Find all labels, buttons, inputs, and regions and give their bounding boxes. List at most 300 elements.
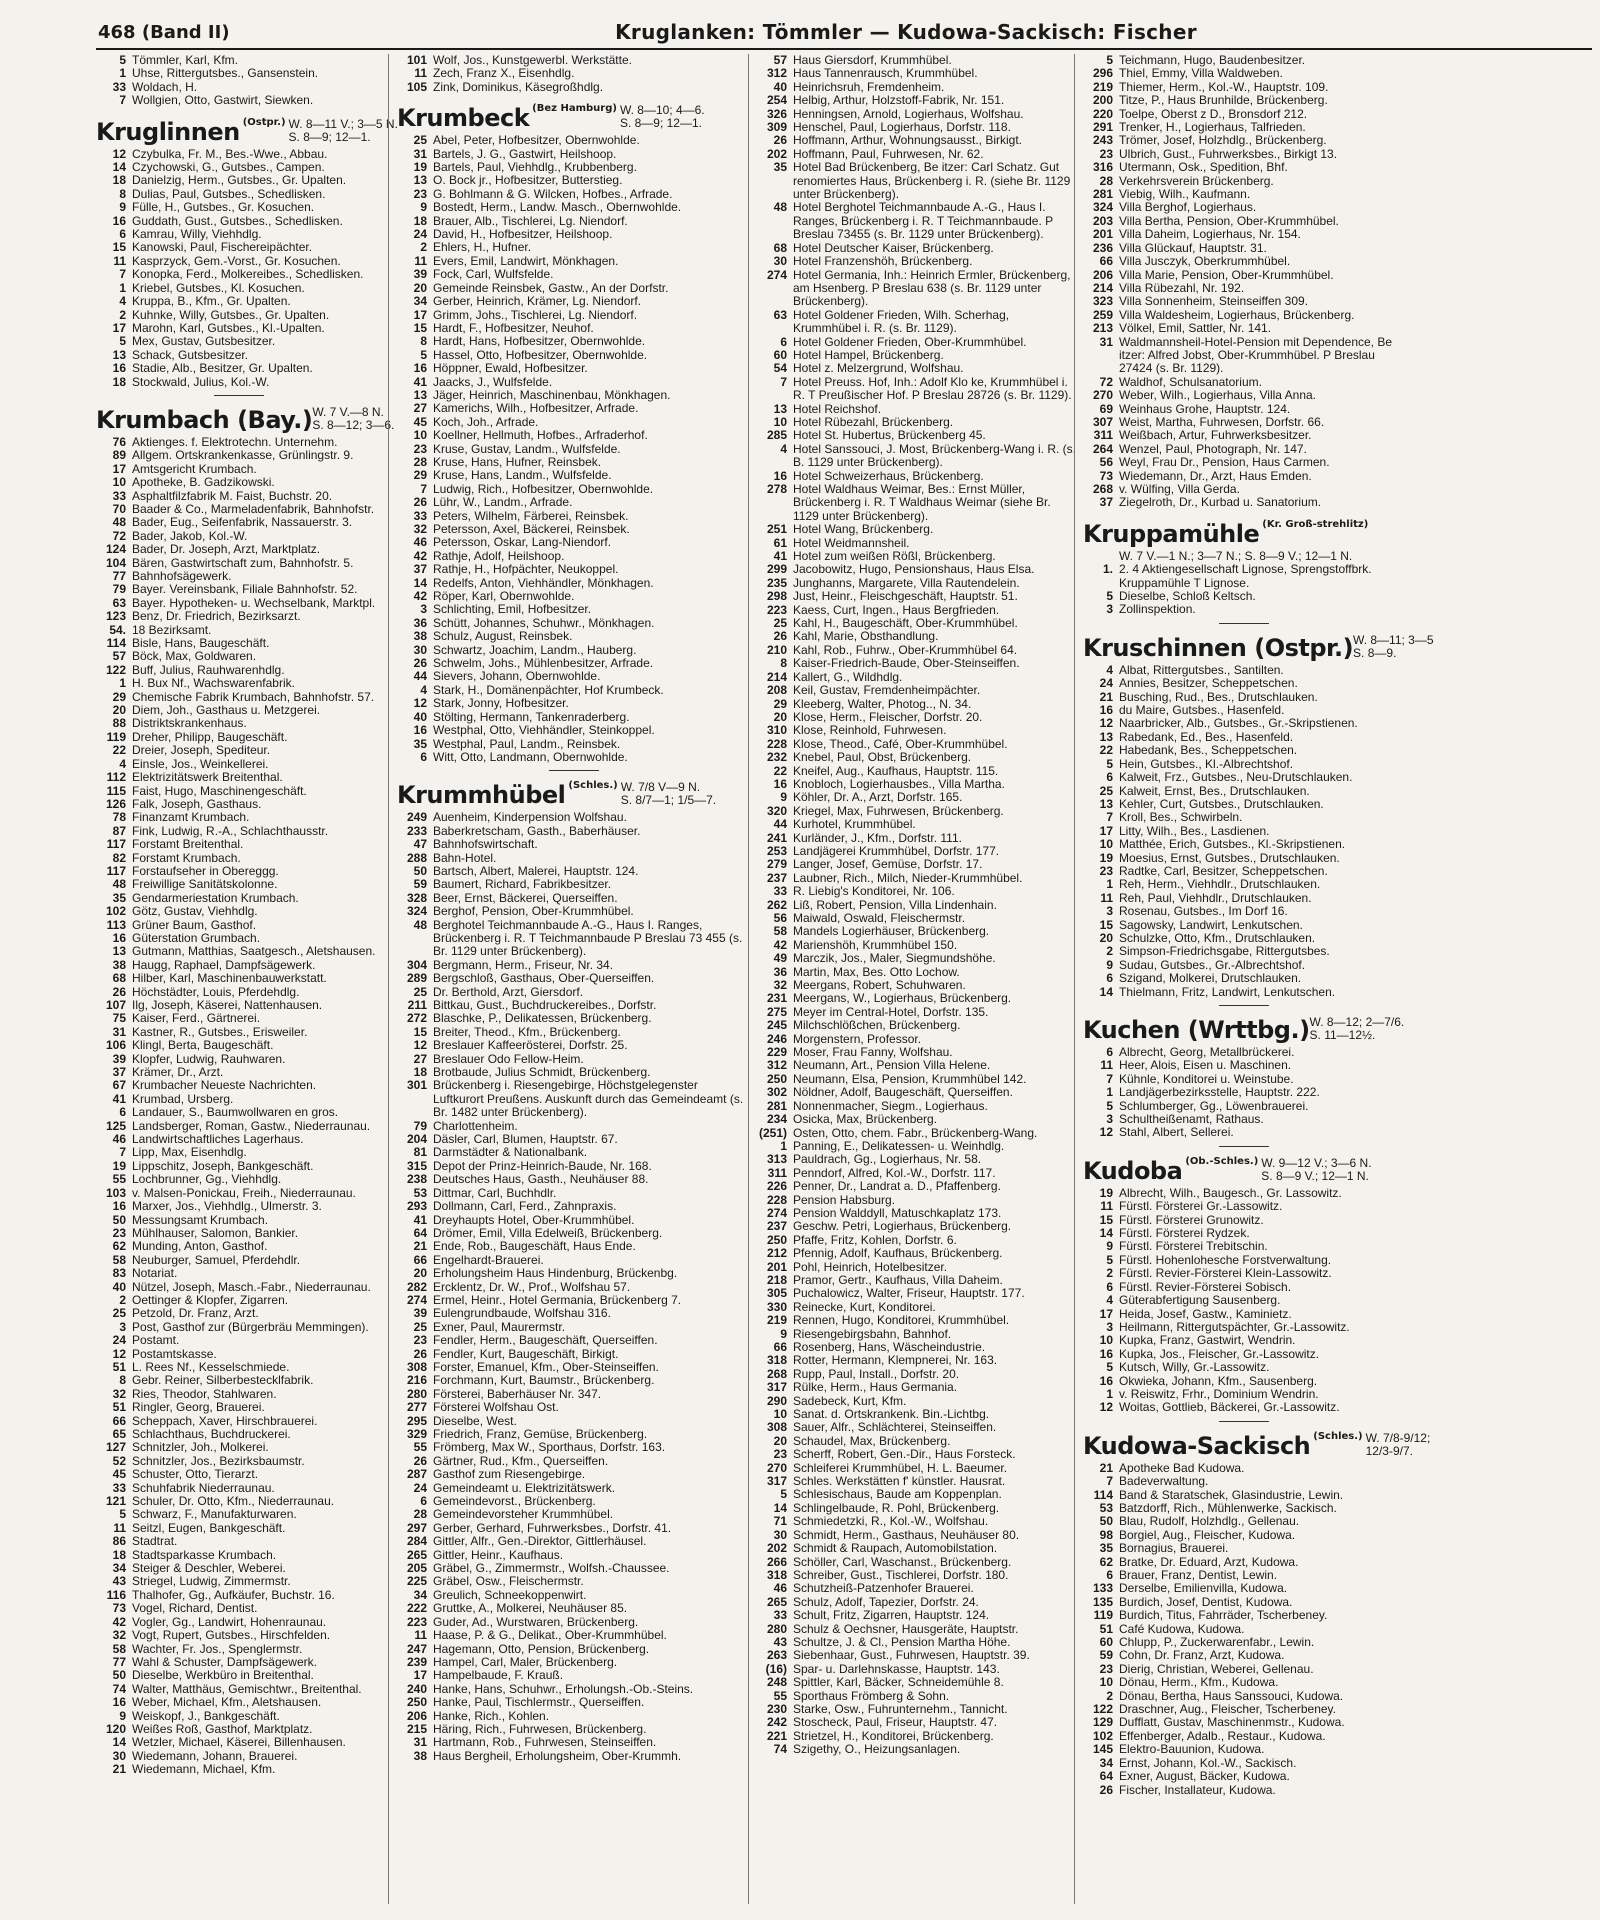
directory-entry	[397, 309, 751, 322]
directory-entry	[757, 416, 1077, 429]
entry-number: 295	[406, 1413, 427, 1428]
directory-entry	[757, 872, 1077, 885]
directory-entry	[96, 1710, 382, 1723]
directory-entry	[96, 503, 382, 516]
directory-entry	[1083, 744, 1405, 757]
directory-entry	[757, 1676, 1077, 1689]
entry-number: 72	[112, 528, 126, 543]
entry-number: 65	[112, 1427, 126, 1441]
entry-number: 12	[112, 146, 126, 161]
entry-text: Bayer. Hypotheken- u. Wechselbank, Marktpl.	[132, 595, 376, 610]
directory-entry	[757, 54, 1077, 67]
entry-number: 69	[1099, 401, 1113, 416]
entry-text: Kalweit, Frz., Gutsbes., Neu-Drutschlauken.	[1119, 770, 1353, 785]
directory-entry	[1083, 590, 1405, 603]
directory-entry	[1083, 1716, 1405, 1729]
town-name: Kruschinnen (Ostpr.)	[1083, 633, 1354, 662]
entry-number: 230	[766, 1701, 787, 1716]
entry-text: Höppner, Ewald, Hofbesitzer.	[433, 361, 588, 376]
entry-number: 43	[773, 1634, 787, 1649]
entry-number: 290	[766, 1393, 787, 1408]
entry-text: Schult, Fritz, Zigarren, Hauptstr. 124.	[793, 1608, 990, 1623]
entry-text: Kamerichs, Wilh., Hofbesitzer, Arfrade.	[433, 401, 639, 416]
town-heading	[397, 104, 751, 132]
entry-number: 31	[112, 1024, 126, 1039]
entry-text: Klose, Theod., Café, Ober-Krummhübel.	[793, 736, 1008, 751]
town-name: Kuchen (Wrttbg.)	[1083, 1016, 1310, 1044]
entry-number: 4	[1106, 662, 1113, 677]
entry-text: Hotel Franzenshöh, Brückenberg.	[793, 254, 973, 269]
directory-entry	[1083, 785, 1405, 798]
entry-text: Pension Habsburg.	[793, 1192, 896, 1207]
entry-text: Grimm, Johs., Tischlerei, Lg. Niendorf.	[433, 307, 638, 322]
section-divider	[1219, 1005, 1269, 1006]
entry-number: 6	[1106, 971, 1113, 986]
entry-text: Albrecht, Georg, Metallbrückerei.	[1119, 1045, 1295, 1059]
entry-number: 13	[413, 387, 427, 402]
page-header	[96, 18, 1592, 50]
directory-entry	[397, 1495, 751, 1508]
directory-entry	[397, 1388, 751, 1401]
directory-entry	[757, 1314, 1077, 1327]
entry-text: Café Kudowa, Kudowa.	[1119, 1621, 1245, 1636]
directory-entry	[1083, 108, 1405, 121]
entry-text: Hilber, Karl, Maschinenbauwerkstatt.	[132, 971, 327, 986]
directory-entry	[1083, 309, 1405, 322]
entry-number: 246	[766, 1031, 787, 1046]
entry-text: R. Liebig's Konditorei, Nr. 106.	[793, 884, 955, 899]
entry-text: Stockwald, Julius, Kol.-W.	[132, 374, 270, 389]
entry-number: 114	[1093, 1487, 1113, 1502]
entry-number: 34	[413, 1587, 427, 1602]
entry-text: Uhse, Rittergutsbes., Gansenstein.	[132, 66, 319, 81]
entry-text: Pohl, Heinrich, Hotelbesitzer.	[793, 1259, 948, 1274]
entry-text: Kroll, Bes., Schwirbeln.	[1119, 810, 1243, 825]
entry-text: Nonnenmacher, Siegm., Logierhaus.	[793, 1098, 988, 1113]
entry-text: 18 Bezirksamt.	[132, 622, 212, 637]
directory-entry	[96, 1455, 382, 1468]
entry-number: 1	[119, 280, 126, 295]
directory-entry	[96, 1200, 382, 1213]
directory-entry	[96, 852, 382, 865]
entry-number: 8	[420, 334, 427, 349]
entry-number: 33	[112, 79, 126, 94]
entry-text: Thiel, Emmy, Villa Waldweben.	[1119, 66, 1283, 81]
entry-number: 56	[773, 911, 787, 925]
directory-entry	[757, 885, 1077, 898]
entry-number: 60	[1099, 1635, 1113, 1650]
entry-text: Darmstädter & Nationalbank.	[433, 1145, 588, 1160]
town-heading	[1083, 1430, 1431, 1460]
entry-text: Bratke, Dr. Eduard, Arzt, Kudowa.	[1119, 1554, 1299, 1569]
entry-number: 219	[1092, 79, 1113, 94]
directory-entry	[96, 838, 382, 851]
directory-entry	[1083, 456, 1405, 469]
directory-entry	[1083, 1569, 1405, 1582]
entry-number: 14	[112, 1735, 126, 1750]
entry-text: Gruttke, A., Molkerei, Neuhäuser 85.	[433, 1601, 628, 1616]
entry-number: 36	[413, 615, 427, 630]
directory-entry	[757, 1488, 1077, 1501]
directory-entry	[757, 134, 1077, 147]
entry-number: 9	[119, 1708, 126, 1723]
entry-number: 2	[1106, 1688, 1113, 1703]
directory-entry	[96, 610, 382, 623]
directory-entry	[1083, 1596, 1405, 1609]
directory-entry	[757, 1743, 1077, 1756]
entry-number: 330	[766, 1299, 787, 1314]
entry-text: Villa Sonnenheim, Steinseiffen 309.	[1119, 294, 1309, 309]
directory-entry	[96, 1723, 382, 1736]
entry-text: Weinhaus Grohe, Hauptstr. 124.	[1119, 401, 1291, 416]
entry-text: Rathje, H., Hofpächter, Neukoppel.	[433, 562, 619, 577]
entry-text: Meergans, W., Logierhaus, Brückenberg.	[793, 991, 1012, 1006]
directory-entry	[96, 1321, 382, 1334]
entry-number: 225	[406, 1574, 427, 1589]
entry-text: Waldmannsheil-Hotel-Pension mit Dependence, Be itzer: Alfred Jobst, Ober-Krummhübel. P Breslau 27424 (s. Br. 1129).	[1119, 334, 1393, 376]
directory-entry	[1083, 563, 1405, 576]
town-hours: W. 7/8 V—9 N. S. 8/7—1; 1/5—7.	[620, 780, 717, 808]
entry-number: 15	[1099, 1212, 1113, 1227]
entry-text: Derselbe, Emilienvilla, Kudowa.	[1119, 1581, 1288, 1596]
entry-text: Wachter, Fr. Jos., Spenglermstr.	[132, 1641, 303, 1656]
directory-entry	[757, 684, 1077, 697]
entry-number: 18	[413, 1065, 427, 1080]
entry-number: 20	[1099, 930, 1113, 945]
entry-number: 5	[119, 334, 126, 349]
entry-number: 12	[1099, 716, 1113, 731]
entry-number: 202	[766, 146, 787, 161]
directory-entry	[96, 1656, 382, 1669]
entry-text: Schuster, Otto, Tierarzt.	[132, 1467, 259, 1482]
entry-number: 19	[112, 1158, 126, 1173]
directory-entry	[757, 925, 1077, 938]
directory-entry	[397, 335, 751, 348]
entry-text: Hein, Gutsbes., Kl.-Albrechtshof.	[1119, 756, 1294, 771]
entry-number: 17	[413, 1668, 427, 1683]
entry-text: Aktienges. f. Elektrotechn. Unternehm.	[132, 434, 338, 449]
directory-entry	[397, 1173, 751, 1186]
entry-text: Völkel, Emil, Sattler, Nr. 141.	[1119, 321, 1272, 336]
directory-entry	[397, 1696, 751, 1709]
directory-entry	[757, 1140, 1077, 1153]
entry-text: Dieselbe, Werkbüro in Breitenthal.	[132, 1668, 314, 1683]
entry-text: Morgenstern, Professor.	[793, 1031, 922, 1046]
directory-entry	[757, 1435, 1077, 1448]
directory-entry	[1083, 1636, 1405, 1649]
directory-entry	[1083, 664, 1405, 677]
entry-text: Petersson, Oskar, Lang-Niendorf.	[433, 535, 612, 550]
entry-number: 203	[1092, 213, 1113, 228]
directory-entry	[1083, 201, 1405, 214]
entry-text: Hanke, Paul, Tischlermstr., Querseiffen.	[433, 1695, 645, 1710]
entry-number: 26	[773, 629, 787, 644]
entry-text: Vogel, Richard, Dentist.	[132, 1601, 258, 1616]
directory-entry	[96, 1173, 382, 1186]
directory-entry	[96, 81, 382, 94]
entry-text: Haus Tannenrausch, Krummhübel.	[793, 66, 978, 81]
page-number-volume: 468 (Band II)	[98, 22, 230, 43]
entry-text: Schreiber, Gust., Tischlerei, Dorfstr. 180.	[793, 1567, 1009, 1582]
directory-entry	[96, 1441, 382, 1454]
entry-number: 298	[766, 589, 787, 604]
entry-number: 21	[413, 1239, 427, 1254]
directory-entry	[96, 1254, 382, 1267]
directory-entry	[397, 1575, 751, 1588]
town-hours: W. 8—10; 4—6. S. 8—9; 12—1.	[619, 103, 705, 131]
directory-entry	[397, 1227, 751, 1240]
entry-number: 122	[1092, 1702, 1113, 1717]
entry-number: 9	[1106, 957, 1113, 972]
entry-text: Meergans, Robert, Schuhwaren.	[793, 978, 966, 993]
entry-text: Guder, Ad., Wurstwaren, Brückenberg.	[433, 1614, 639, 1629]
entry-number: (16)	[765, 1661, 787, 1676]
directory-entry	[397, 1723, 751, 1736]
directory-entry	[757, 644, 1077, 657]
entry-number: 329	[406, 1427, 427, 1441]
directory-entry	[397, 617, 751, 630]
entry-number: 102	[105, 904, 126, 919]
directory-entry	[96, 335, 382, 348]
directory-entry	[96, 1374, 382, 1387]
entry-number: 38	[112, 957, 126, 972]
directory-entry	[757, 121, 1077, 134]
entry-text: Villa Waldesheim, Logierhaus, Brückenberg.	[1119, 307, 1355, 322]
entry-text: Trömer, Josef, Holzhdlg., Brückenberg.	[1119, 133, 1327, 148]
directory-entry	[757, 349, 1077, 362]
entry-number: 216	[406, 1373, 427, 1388]
entry-number: 281	[1092, 187, 1113, 202]
entry-text: Gittler, Heinr., Kaufhaus.	[433, 1547, 564, 1562]
directory-entry	[397, 362, 751, 375]
directory-entry	[1083, 865, 1405, 878]
entry-number: 277	[406, 1400, 427, 1415]
entry-text: Gittler, Alfr., Gen.-Direktor, Gittlerhäusel.	[433, 1534, 647, 1549]
entry-text: Kanowski, Paul, Fischereipächter.	[132, 240, 313, 255]
entry-number: 5	[1106, 589, 1113, 604]
entry-number: 66	[413, 1252, 427, 1267]
entry-number: 44	[773, 817, 787, 832]
directory-entry	[96, 1120, 382, 1133]
entry-number: 213	[1092, 321, 1113, 336]
entry-text: Charlottenheim.	[433, 1118, 518, 1133]
entry-number: 222	[406, 1601, 427, 1616]
entry-number: 6	[780, 334, 787, 349]
directory-entry	[397, 255, 751, 268]
entry-text: Villa Bertha, Pension, Ober-Krummhübel.	[1119, 213, 1339, 228]
entry-number: 66	[112, 1413, 126, 1428]
entry-number: 305	[766, 1286, 787, 1301]
entry-number: 249	[406, 810, 427, 825]
entry-number: 34	[413, 294, 427, 309]
directory-entry	[96, 1575, 382, 1588]
entry-number: 115	[106, 783, 126, 798]
entry-text: Kalweit, Ernst, Bes., Drutschlauken.	[1119, 783, 1310, 798]
entry-text: Gärtner, Rud., Kfm., Querseiffen.	[433, 1453, 609, 1468]
directory-entry	[1083, 1462, 1405, 1475]
directory-entry	[397, 483, 751, 496]
entry-text: Danielzig, Herm., Gutsbes., Gr. Upalten.	[132, 173, 347, 188]
entry-number: 317	[766, 1380, 787, 1395]
directory-entry	[1083, 1502, 1405, 1515]
directory-entry	[397, 1562, 751, 1575]
directory-entry	[757, 1059, 1077, 1072]
entry-number: 52	[112, 1453, 126, 1468]
directory-entry	[397, 1307, 751, 1320]
directory-entry	[1083, 134, 1405, 147]
entry-text: Redelfs, Anton, Viehhändler, Mönkhagen.	[433, 575, 654, 590]
entry-text: Villa Daheim, Logierhaus, Nr. 154.	[1119, 227, 1301, 242]
directory-entry	[397, 1683, 751, 1696]
entry-number: 49	[773, 951, 787, 966]
entry-number: 250	[406, 1695, 427, 1710]
entry-number: 59	[1099, 1648, 1113, 1663]
directory-entry	[96, 1066, 382, 1079]
entry-text: Sagowsky, Landwirt, Lenkutschen.	[1119, 917, 1303, 932]
entry-number: 15	[112, 240, 126, 255]
directory-entry	[397, 228, 751, 241]
directory-entry	[96, 1562, 382, 1575]
entry-text: Dönau, Herm., Kfm., Kudowa.	[1119, 1675, 1279, 1690]
entry-text: Postamt.	[132, 1333, 180, 1348]
entry-text: Schulz & Oechsner, Hausgeräte, Hauptstr.	[793, 1621, 1019, 1636]
entry-text: Fink, Ludwig, R.-A., Schlachthausstr.	[132, 823, 329, 838]
entry-text: Zollinspektion.	[1119, 602, 1196, 617]
entry-number: 318	[766, 1567, 787, 1582]
entry-text: Schlingelbaude, R. Pohl, Brückenberg.	[793, 1500, 1000, 1515]
entry-text: Deutsches Haus, Gasth., Neuhäuser 88.	[433, 1172, 649, 1187]
entry-number: 248	[766, 1675, 787, 1690]
entry-text: Schultze, J. & Cl., Pension Martha Höhe.	[793, 1634, 1011, 1649]
directory-entry	[397, 811, 751, 824]
directory-entry	[757, 309, 1077, 336]
directory-entry	[96, 530, 382, 543]
entry-text: Woitas, Gottlieb, Bäckerei, Gr.-Lassowitz.	[1119, 1400, 1340, 1415]
entry-number: 9	[780, 1326, 787, 1341]
entry-number: 37	[413, 562, 427, 577]
entry-number: 17	[112, 320, 126, 335]
entry-number: 4	[1106, 1293, 1113, 1308]
directory-entry	[1083, 878, 1405, 891]
entry-number: 7	[780, 374, 787, 389]
entry-text: Kahl, Rob., Fuhrw., Ober-Krummhübel 64.	[793, 642, 1018, 657]
entry-number: 311	[1093, 428, 1113, 443]
entry-text: Marxer, Jos., Viehhdlg., Ulmerstr. 3.	[132, 1199, 322, 1214]
entry-number: 24	[1099, 676, 1113, 691]
directory-entry	[1083, 1187, 1405, 1200]
entry-text: Schulzke, Otto, Kfm., Drutschlauken.	[1119, 930, 1316, 945]
directory-entry	[96, 1361, 382, 1374]
entry-number: 79	[112, 582, 126, 597]
directory-entry	[757, 523, 1077, 536]
entry-number: 126	[105, 796, 126, 811]
entry-text: Hampel, Carl, Maler, Brückenberg.	[433, 1654, 618, 1669]
entry-number: 24	[413, 1480, 427, 1495]
entry-text: Schmidt, Herm., Gasthaus, Neuhäuser 80.	[793, 1527, 1020, 1542]
entry-text: Bergschloß, Gasthaus, Ober-Querseiffen.	[433, 971, 655, 986]
directory-entry	[96, 785, 382, 798]
entry-number: 129	[1092, 1715, 1113, 1730]
directory-entry	[96, 892, 382, 905]
directory-entry	[757, 858, 1077, 871]
entry-number: 238	[406, 1172, 427, 1187]
entry-text: Hotel Rübezahl, Brückenberg.	[793, 414, 954, 429]
entry-text: Hotel Bad Brückenberg, Be itzer: Carl Schatz. Gut renomiertes Haus, Brückenberg i. R. (siehe Br. 1129 unter Brückenberg).	[793, 160, 1071, 202]
directory-entry	[96, 811, 382, 824]
entry-number: 210	[766, 642, 787, 657]
entry-text: Fock, Carl, Wulfsfelde.	[433, 267, 554, 282]
entry-text: Schack, Gutsbesitzer.	[132, 347, 249, 362]
entry-number: 45	[413, 414, 427, 429]
entry-number: 10	[112, 475, 126, 490]
entry-text: Ercklentz, Dr. W., Prof., Wolfshau 57.	[433, 1279, 631, 1294]
entry-text: Fürstl. Revier-Försterei Sobisch.	[1119, 1279, 1292, 1294]
directory-entry	[1083, 255, 1405, 268]
directory-entry	[757, 791, 1077, 804]
directory-entry	[757, 992, 1077, 1005]
directory-entry	[1083, 67, 1405, 80]
entry-number: 9	[1106, 1239, 1113, 1254]
entry-text: Forstaufseher in Obereggg.	[132, 863, 279, 878]
entry-text: Haus Giersdorf, Krummhübel.	[793, 53, 952, 67]
entry-text: Köhler, Dr. A., Arzt, Dorfstr. 165.	[793, 790, 963, 805]
entry-number: 13	[773, 401, 787, 416]
entry-text: du Maire, Gutsbes., Hasenfeld.	[1119, 703, 1285, 718]
entry-text: Schwartz, Joachim, Landm., Hauberg.	[433, 642, 637, 657]
directory-entry	[757, 1395, 1077, 1408]
entry-text: Walter, Matthäus, Gemischtwr., Breitenthal.	[132, 1681, 362, 1696]
entry-text: Kneifel, Aug., Kaufhaus, Hauptstr. 115.	[793, 763, 999, 778]
entry-text: Kasprzyck, Gem.-Vorst., Gr. Kosuchen.	[132, 253, 341, 268]
entry-text: Weißes Roß, Gasthof, Marktplatz.	[132, 1721, 313, 1736]
entry-number: 205	[406, 1561, 427, 1576]
entry-number: 215	[406, 1721, 427, 1736]
entry-number: 274	[766, 1205, 787, 1220]
directory-entry	[397, 201, 751, 214]
entry-text: Asphaltfilzfabrik M. Faist, Buchstr. 20.	[132, 488, 333, 503]
directory-entry	[96, 174, 382, 187]
directory-entry	[397, 657, 751, 670]
entry-number: 223	[766, 602, 787, 617]
entry-number: 30	[773, 1527, 787, 1542]
entry-number: 214	[1092, 280, 1113, 295]
entry-number: 206	[406, 1708, 427, 1723]
directory-entry	[1083, 1321, 1405, 1334]
entry-text: Villa Jusczyk, Oberkrummhübel.	[1119, 254, 1291, 269]
entry-number: 40	[112, 1279, 126, 1294]
entry-text: Notariat.	[132, 1266, 178, 1281]
entry-text: Badeverwaltung.	[1119, 1474, 1209, 1489]
entry-number: 82	[112, 850, 126, 865]
entry-number: 24	[112, 1333, 126, 1348]
entry-text: Rennen, Hugo, Konditorei, Krummhübel.	[793, 1313, 1010, 1328]
entry-number: 2	[1106, 1266, 1113, 1281]
entry-text: Riesengebirgsbahn, Bahnhof.	[793, 1326, 952, 1341]
entry-text: Wetzler, Michael, Käserei, Billenhausen.	[132, 1735, 346, 1750]
entry-text: Stölting, Hermann, Tankenraderberg.	[433, 709, 630, 724]
entry-text: Finanzamt Krumbach.	[132, 810, 250, 825]
entry-number: 291	[1092, 120, 1113, 135]
directory-entry	[96, 54, 382, 67]
entry-number: 50	[413, 863, 427, 878]
directory-entry	[397, 644, 751, 657]
entry-text: Rosenberg, Hans, Wäscheindustrie.	[793, 1340, 986, 1354]
directory-entry	[1083, 1623, 1405, 1636]
section-divider	[1219, 623, 1269, 624]
entry-text: Kruse, Gustav, Landm., Wulfsfelde.	[433, 441, 621, 456]
directory-entry	[96, 161, 382, 174]
directory-entry	[757, 67, 1077, 80]
